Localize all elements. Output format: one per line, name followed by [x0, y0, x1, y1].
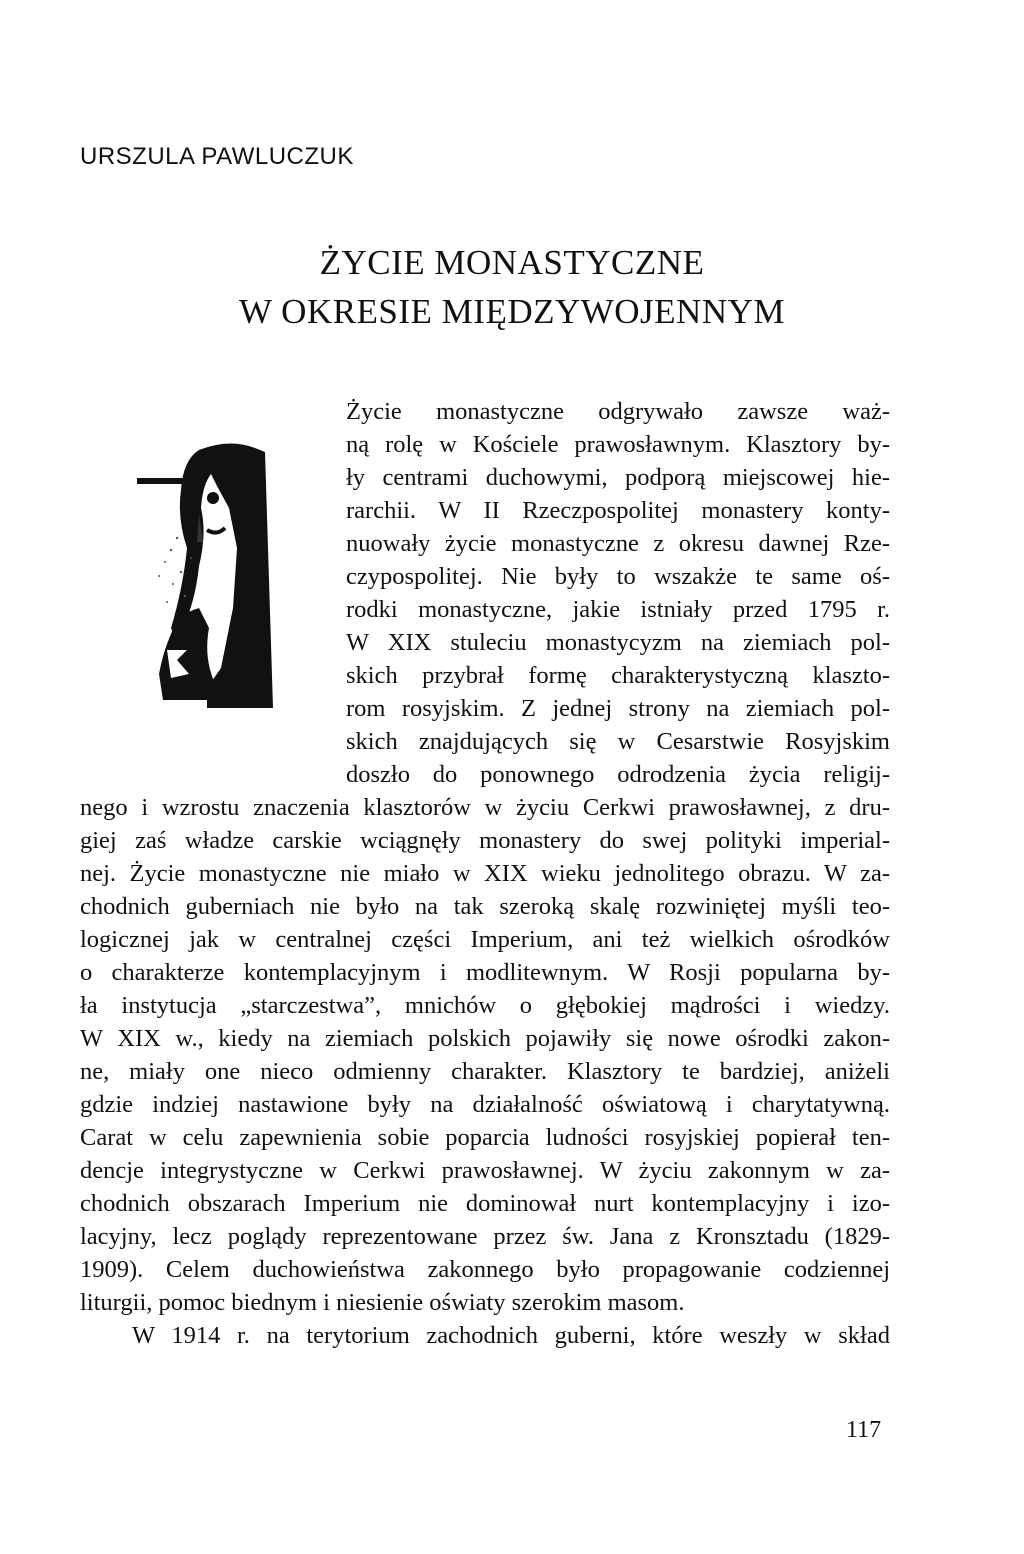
text-line: o charakterze kontemplacyjnym i modlitewnym. W Rosji popularna by-: [80, 959, 890, 986]
text-line: liturgii, pomoc biednym i niesienie oświaty szerokim masom.: [80, 1289, 685, 1316]
text-line: ną rolę w Kościele prawosławnym. Klasztory by-: [346, 431, 890, 458]
text-line: ne, miały one nieco odmienny charakter. Klasztory te bardziej, aniżeli: [80, 1058, 890, 1085]
page-number: 117: [846, 1417, 882, 1443]
text-line: rom rosyjskim. Z jednej strony na ziemiach pol-: [346, 695, 890, 722]
portrait-photo-icon: [137, 438, 277, 708]
text-line: czypospolitej. Nie były to wszakże te same oś-: [346, 563, 890, 590]
chapter-title-line-1: ŻYCIE MONASTYCZNE: [319, 243, 705, 282]
text-line: skich znajdujących się w Cesarstwie Rosyjskim: [346, 728, 890, 755]
text-line: skich przybrał formę charakterystyczną klaszto-: [346, 662, 890, 689]
text-line: gdzie indziej nastawione były na działalność oświatową i charytatywną.: [80, 1091, 890, 1118]
text-line: ła instytucja „starczestwa”, mnichów o głębokiej mądrości i wiedzy.: [80, 992, 890, 1019]
chapter-title-line-2: W OKRESIE MIĘDZYWOJENNYM: [238, 292, 786, 331]
text-line: Carat w celu zapewnienia sobie poparcia ludności rosyjskiej popierał ten-: [80, 1124, 890, 1151]
text-line: W XIX stuleciu monastycyzm na ziemiach pol-: [346, 629, 890, 656]
text-line: giej zaś władze carskie wciągnęły monastery do swej polityki imperial-: [80, 827, 890, 854]
text-line: doszło do ponownego odrodzenia życia religij-: [346, 761, 890, 788]
text-line: 1909). Celem duchowieństwa zakonnego było propagowanie codziennej: [80, 1256, 890, 1283]
text-line: lacyjny, lecz poglądy reprezentowane przez św. Jana z Kronsztadu (1829-: [80, 1223, 890, 1250]
chapter-title: [0, 238, 1024, 336]
text-line: Życie monastyczne odgrywało zawsze waż-: [346, 398, 890, 425]
text-line: rodki monastyczne, jakie istniały przed 1795 r.: [346, 596, 890, 623]
text-line: chodnich guberniach nie było na tak szeroką skalę rozwiniętej myśli teo-: [80, 893, 890, 920]
text-line: nej. Życie monastyczne nie miało w XIX wieku jednolitego obrazu. W za-: [80, 860, 890, 887]
text-line: W XIX w., kiedy na ziemiach polskich pojawiły się nowe ośrodki zakon-: [80, 1025, 890, 1052]
text-line: ły centrami duchowymi, podporą miejscowej hie-: [346, 464, 890, 491]
text-line: W 1914 r. na terytorium zachodnich guberni, które weszły w skład: [132, 1322, 890, 1349]
author-name: URSZULA PAWLUCZUK: [80, 143, 354, 170]
text-line: nego i wzrostu znaczenia klasztorów w życiu Cerkwi prawosławnej, z dru-: [80, 794, 890, 821]
text-line: logicznej jak w centralnej części Imperium, ani też wielkich ośrodków: [80, 926, 890, 953]
text-line: dencje integrystyczne w Cerkwi prawosławnej. W życiu zakonnym w za-: [80, 1157, 890, 1184]
text-line: rarchii. W II Rzeczpospolitej monastery konty-: [346, 497, 890, 524]
text-line: nuowały życie monastyczne z okresu dawnej Rze-: [346, 530, 890, 557]
text-line: chodnich obszarach Imperium nie dominował nurt kontemplacyjny i izo-: [80, 1190, 890, 1217]
